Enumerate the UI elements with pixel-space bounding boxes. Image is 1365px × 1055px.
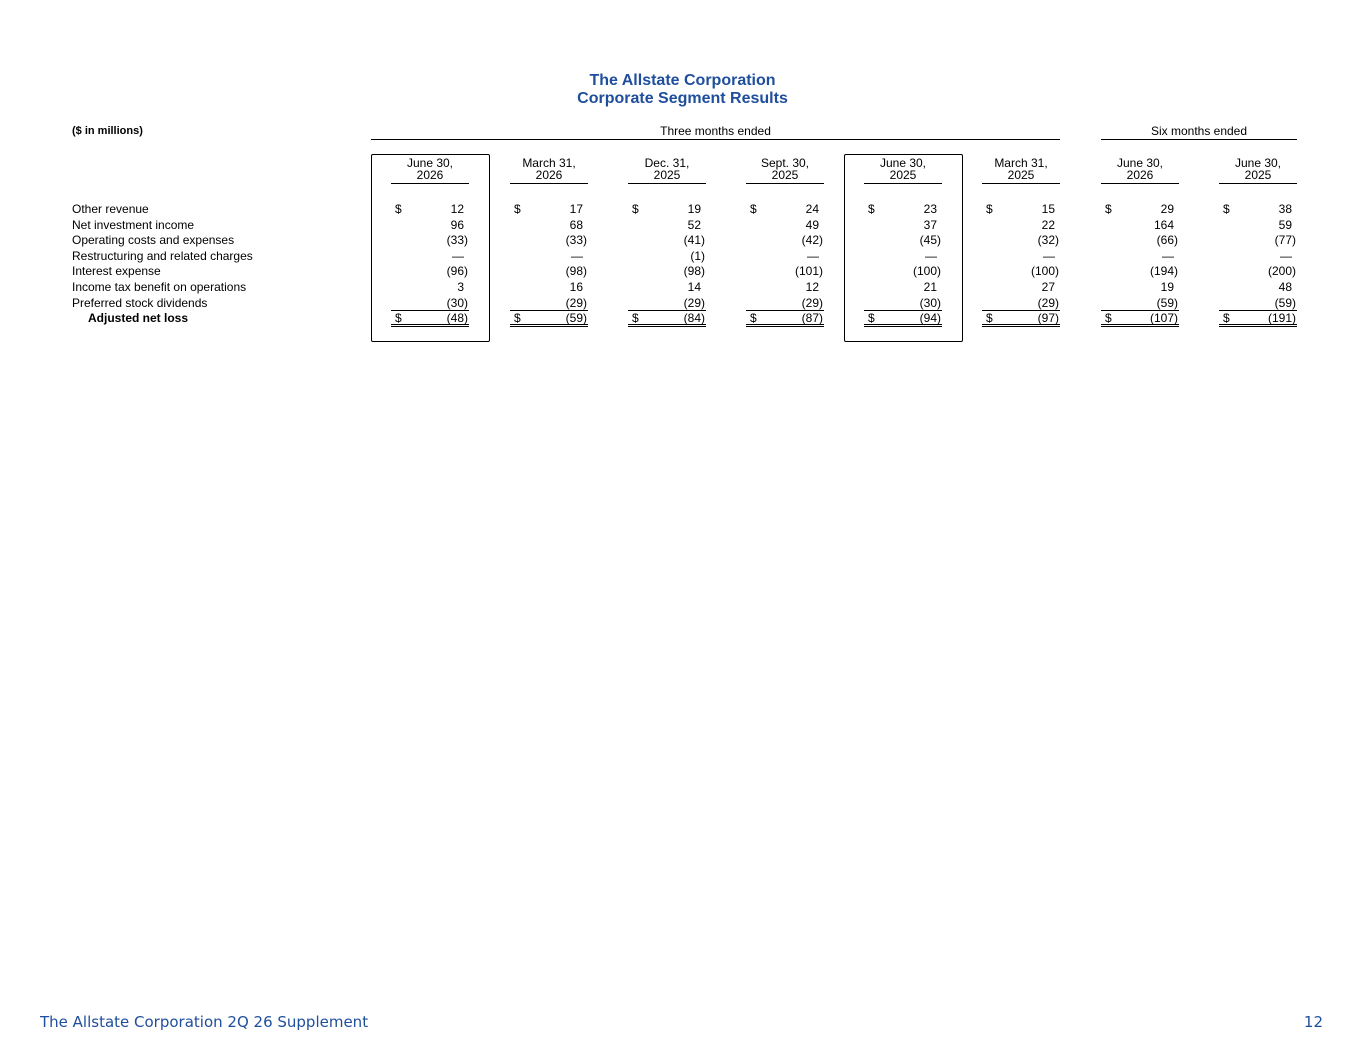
column-header-year: 2025 <box>1244 168 1272 182</box>
row-label: Restructuring and related charges <box>72 249 253 263</box>
table-cell <box>1101 264 1179 278</box>
dollar-sign: $ <box>395 311 402 325</box>
column-header-period: March 31, <box>522 156 576 170</box>
cell-value: 164 <box>1153 218 1174 232</box>
table-cell <box>982 249 1060 263</box>
table-cell <box>391 249 469 263</box>
cell-value: (42) <box>801 233 823 247</box>
cell-value: (29) <box>801 296 823 310</box>
table-cell <box>391 218 469 232</box>
table-cell <box>510 249 588 263</box>
cell-value: 68 <box>569 218 583 232</box>
dollar-sign: $ <box>632 202 639 216</box>
table-cell <box>391 311 469 327</box>
cell-value: 22 <box>1041 218 1055 232</box>
column-header <box>510 157 588 184</box>
column-header-year: 2026 <box>1126 168 1154 182</box>
cell-value: 14 <box>687 280 701 294</box>
cell-value: (100) <box>912 264 941 278</box>
table-cell <box>510 233 588 247</box>
cell-value: (32) <box>1037 233 1059 247</box>
cell-value: 17 <box>569 202 583 216</box>
cell-value: (77) <box>1274 233 1296 247</box>
dollar-sign: $ <box>514 202 521 216</box>
cell-value: 19 <box>1160 280 1174 294</box>
cell-value: 27 <box>1041 280 1055 294</box>
table-cell <box>510 296 588 311</box>
table-cell <box>628 296 706 311</box>
cell-value: 21 <box>923 280 937 294</box>
cell-value: (59) <box>1156 296 1178 310</box>
column-header-year: 2025 <box>653 168 681 182</box>
cell-value: (29) <box>1037 296 1059 310</box>
cell-value: 3 <box>457 280 464 294</box>
column-header <box>1101 157 1179 184</box>
table-cell <box>1101 218 1179 232</box>
table-cell <box>1219 218 1297 232</box>
cell-value: — <box>1280 249 1292 263</box>
table-cell <box>628 280 706 294</box>
cell-value: (96) <box>446 264 468 278</box>
cell-value: — <box>807 249 819 263</box>
table-cell <box>1219 264 1297 278</box>
table-cell <box>1219 280 1297 294</box>
cell-value: — <box>452 249 464 263</box>
row-label: Other revenue <box>72 202 149 216</box>
cell-value: 37 <box>923 218 937 232</box>
table-cell <box>1219 311 1297 327</box>
group-header-six-months: Six months ended <box>1101 125 1297 140</box>
cell-value: 12 <box>450 202 464 216</box>
row-label: Preferred stock dividends <box>72 296 208 310</box>
cell-value: (59) <box>1274 296 1296 310</box>
cell-value: (98) <box>683 264 705 278</box>
cell-value: 19 <box>687 202 701 216</box>
column-header <box>1219 157 1297 184</box>
cell-value: (29) <box>683 296 705 310</box>
cell-value: (100) <box>1030 264 1059 278</box>
cell-value: (194) <box>1149 264 1178 278</box>
table-cell <box>391 264 469 278</box>
table-cell <box>1101 280 1179 294</box>
column-header <box>982 157 1060 184</box>
cell-value: (1) <box>690 249 705 263</box>
table-cell <box>746 264 824 278</box>
table-cell <box>1219 233 1297 247</box>
cell-value: 23 <box>923 202 937 216</box>
column-header <box>864 157 942 184</box>
cell-value: (107) <box>1149 311 1178 325</box>
column-header-period: June 30, <box>1116 156 1164 170</box>
column-header <box>746 157 824 184</box>
cell-value: 15 <box>1041 202 1055 216</box>
table-cell <box>1219 202 1297 216</box>
group-header-three-months: Three months ended <box>371 125 1060 140</box>
cell-value: 24 <box>805 202 819 216</box>
dollar-sign: $ <box>986 311 993 325</box>
column-header <box>628 157 706 184</box>
column-header-year: 2025 <box>889 168 917 182</box>
cell-value: — <box>1043 249 1055 263</box>
dollar-sign: $ <box>632 311 639 325</box>
cell-value: (30) <box>919 296 941 310</box>
table-cell <box>864 233 942 247</box>
cell-value: 16 <box>569 280 583 294</box>
units-label: ($ in millions) <box>72 125 143 137</box>
table-cell <box>864 202 942 216</box>
row-label: Income tax benefit on operations <box>72 280 247 294</box>
dollar-sign: $ <box>1223 202 1230 216</box>
dollar-sign: $ <box>750 311 757 325</box>
table-cell <box>746 249 824 263</box>
cell-value: (45) <box>919 233 941 247</box>
cell-value: (87) <box>801 311 823 325</box>
table-cell <box>628 311 706 327</box>
table-cell <box>1219 249 1297 263</box>
table-cell <box>391 202 469 216</box>
row-label: Operating costs and expenses <box>72 233 235 247</box>
cell-value: 38 <box>1278 202 1292 216</box>
table-cell <box>864 264 942 278</box>
table-cell <box>1101 249 1179 263</box>
table-cell <box>628 264 706 278</box>
column-header-period: March 31, <box>994 156 1048 170</box>
table-cell <box>746 280 824 294</box>
column-header-period: June 30, <box>1234 156 1282 170</box>
dollar-sign: $ <box>868 202 875 216</box>
table-cell <box>628 202 706 216</box>
table-cell <box>982 296 1060 311</box>
table-cell <box>746 218 824 232</box>
table-cell <box>391 280 469 294</box>
table-cell <box>510 280 588 294</box>
table-cell <box>628 218 706 232</box>
row-label: Interest expense <box>72 264 161 278</box>
dollar-sign: $ <box>395 202 402 216</box>
table-cell <box>510 264 588 278</box>
table-cell <box>982 280 1060 294</box>
table-cell <box>864 311 942 327</box>
table-cell <box>982 218 1060 232</box>
cell-value: — <box>1162 249 1174 263</box>
column-header-year: 2026 <box>535 168 563 182</box>
cell-value: (98) <box>565 264 587 278</box>
table-cell <box>1101 311 1179 327</box>
column-header-period: June 30, <box>406 156 454 170</box>
column-header-year: 2025 <box>1007 168 1035 182</box>
table-cell <box>982 202 1060 216</box>
table-cell <box>982 264 1060 278</box>
cell-value: (94) <box>919 311 941 325</box>
column-header-period: Sept. 30, <box>760 156 810 170</box>
cell-value: — <box>571 249 583 263</box>
row-label: Adjusted net loss <box>88 311 189 325</box>
table-cell <box>1101 296 1179 311</box>
cell-value: (191) <box>1267 311 1296 325</box>
column-header-year: 2025 <box>771 168 799 182</box>
dollar-sign: $ <box>868 311 875 325</box>
cell-value: (97) <box>1037 311 1059 325</box>
cell-value: 48 <box>1278 280 1292 294</box>
cell-value: (84) <box>683 311 705 325</box>
table-cell <box>746 296 824 311</box>
column-header-period: June 30, <box>879 156 927 170</box>
cell-value: (29) <box>565 296 587 310</box>
table-cell <box>864 249 942 263</box>
table-cell <box>864 296 942 311</box>
page-number: 12 <box>1303 1013 1323 1031</box>
cell-value: (48) <box>446 311 468 325</box>
cell-value: 52 <box>687 218 701 232</box>
table-cell <box>746 311 824 327</box>
report-title-company: The Allstate Corporation <box>589 72 776 89</box>
cell-value: 49 <box>805 218 819 232</box>
table-cell <box>628 233 706 247</box>
cell-value: 96 <box>450 218 464 232</box>
cell-value: 59 <box>1278 218 1292 232</box>
footer-title: The Allstate Corporation 2Q 26 Supplement <box>40 1013 369 1031</box>
cell-value: (59) <box>565 311 587 325</box>
dollar-sign: $ <box>1223 311 1230 325</box>
table-cell <box>628 249 706 263</box>
cell-value: — <box>925 249 937 263</box>
cell-value: (41) <box>683 233 705 247</box>
table-cell <box>1219 296 1297 311</box>
table-cell <box>864 280 942 294</box>
table-cell <box>864 218 942 232</box>
cell-value: (66) <box>1156 233 1178 247</box>
cell-value: 29 <box>1160 202 1174 216</box>
report-title: Corporate Segment Results <box>577 90 788 107</box>
row-label: Net investment income <box>72 218 195 232</box>
table-cell <box>982 311 1060 327</box>
table-cell <box>391 233 469 247</box>
cell-value: (30) <box>446 296 468 310</box>
table-cell <box>510 202 588 216</box>
cell-value: 12 <box>805 280 819 294</box>
dollar-sign: $ <box>1105 202 1112 216</box>
cell-value: (33) <box>565 233 587 247</box>
table-cell <box>746 233 824 247</box>
dollar-sign: $ <box>514 311 521 325</box>
column-header-year: 2026 <box>416 168 444 182</box>
dollar-sign: $ <box>986 202 993 216</box>
table-cell <box>982 233 1060 247</box>
table-cell <box>510 311 588 327</box>
dollar-sign: $ <box>750 202 757 216</box>
table-cell <box>391 296 469 311</box>
column-header <box>391 157 469 184</box>
table-cell <box>1101 202 1179 216</box>
column-header-period: Dec. 31, <box>644 156 690 170</box>
dollar-sign: $ <box>1105 311 1112 325</box>
cell-value: (200) <box>1267 264 1296 278</box>
table-cell <box>746 202 824 216</box>
table-cell <box>510 218 588 232</box>
table-cell <box>1101 233 1179 247</box>
cell-value: (33) <box>446 233 468 247</box>
cell-value: (101) <box>794 264 823 278</box>
